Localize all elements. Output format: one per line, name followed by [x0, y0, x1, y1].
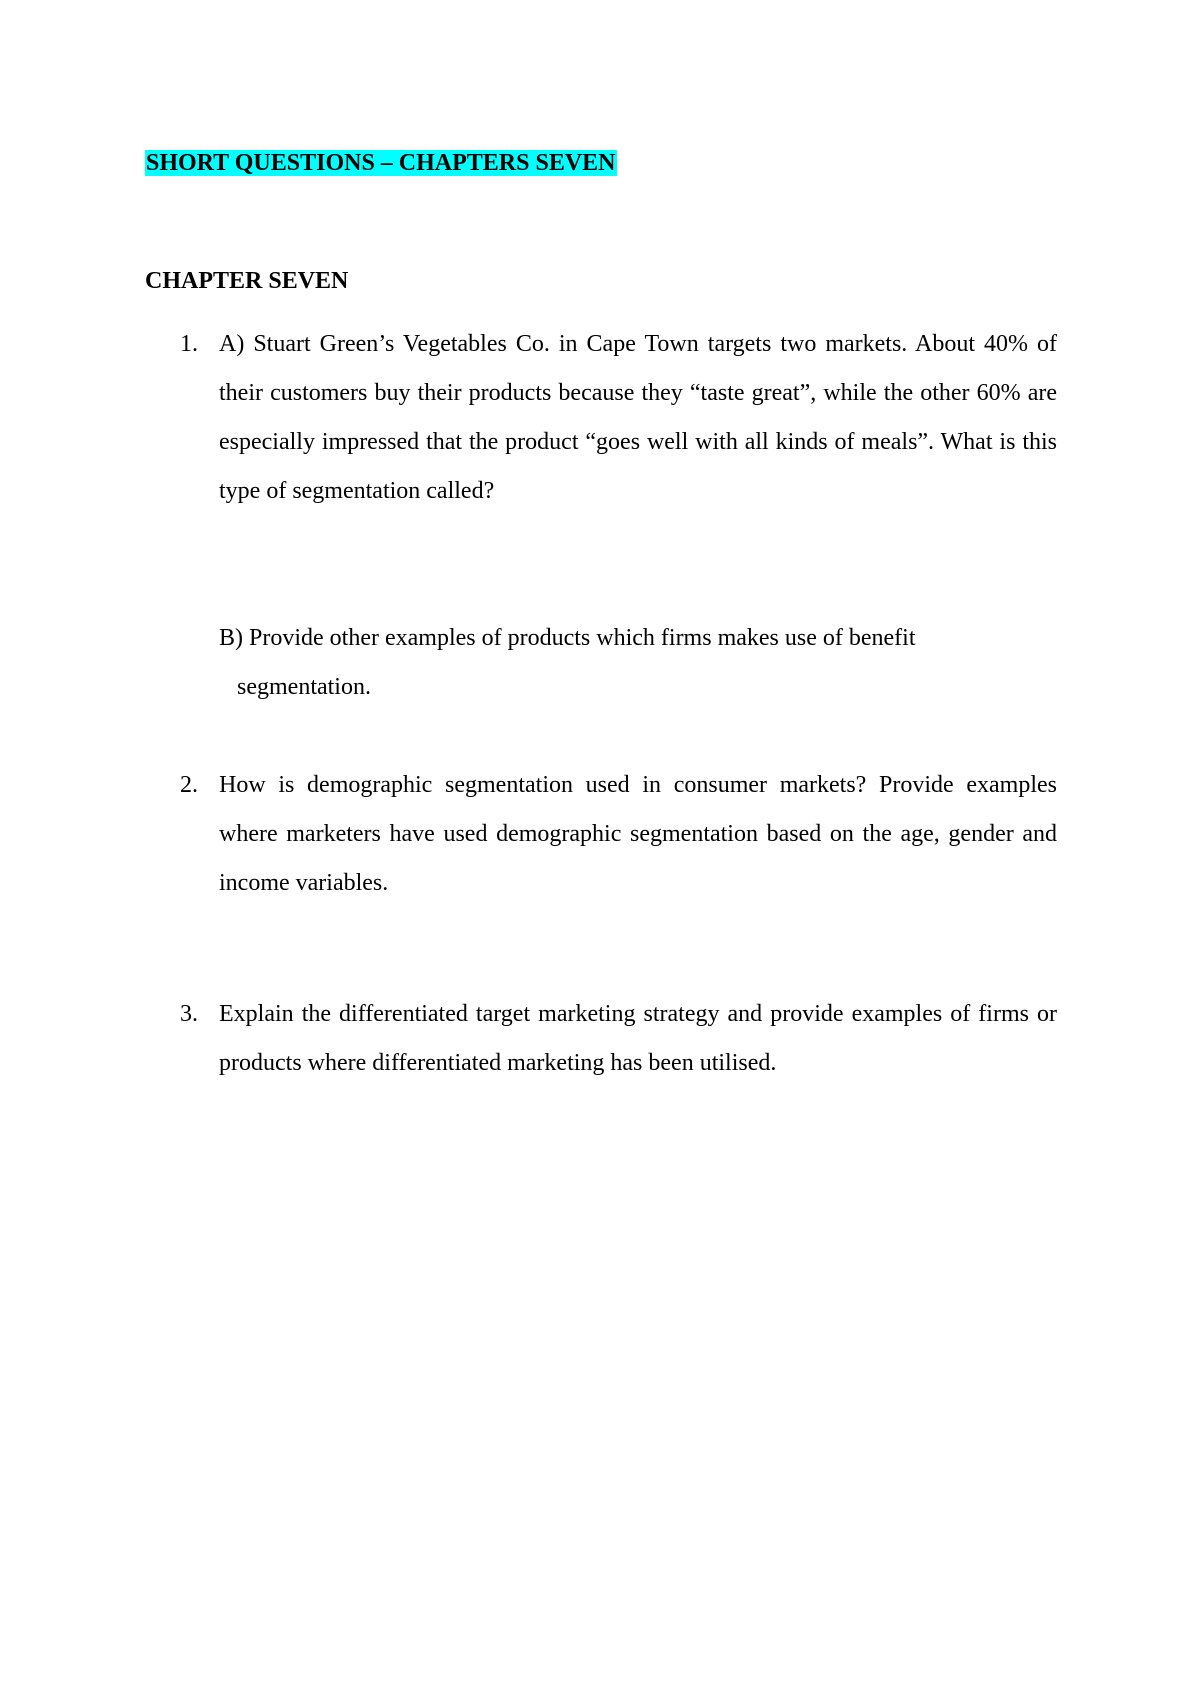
question-1-part-b — [145, 614, 1057, 712]
question-1-number: 1. — [180, 331, 198, 357]
question-2 — [145, 761, 1057, 908]
question-1b-text — [219, 614, 1057, 712]
question-3-text: Explain the differentiated target marketing strategy and provide examples of firms or products where differentiated marketing has been utilised. — [219, 1001, 1057, 1076]
question-2-number: 2. — [180, 772, 198, 798]
document-title — [145, 148, 617, 178]
chapter-heading: CHAPTER SEVEN — [145, 268, 349, 294]
question-3-number: 3. — [180, 1001, 198, 1027]
question-2-text: How is demographic segmentation used in consumer markets? Provide examples where marketers have used demographic segmentation based on the age, gender and income variables. — [219, 772, 1057, 896]
question-1b-line-2: segmentation. — [237, 674, 371, 700]
question-1-text: A) Stuart Green’s Vegetables Co. in Cape Town targets two markets. About 40% of their customers buy their products because they “taste great”, while the other 60% are especially impressed that the product “goes well with all kinds of meals”. What is this type of segmentation called? — [219, 331, 1057, 504]
question-3 — [145, 990, 1057, 1088]
question-1b-line-1: B) Provide other examples of products which firms makes use of benefit — [219, 625, 916, 651]
question-1 — [145, 320, 1057, 516]
document-title-text: SHORT QUESTIONS – CHAPTERS SEVEN — [146, 150, 616, 176]
